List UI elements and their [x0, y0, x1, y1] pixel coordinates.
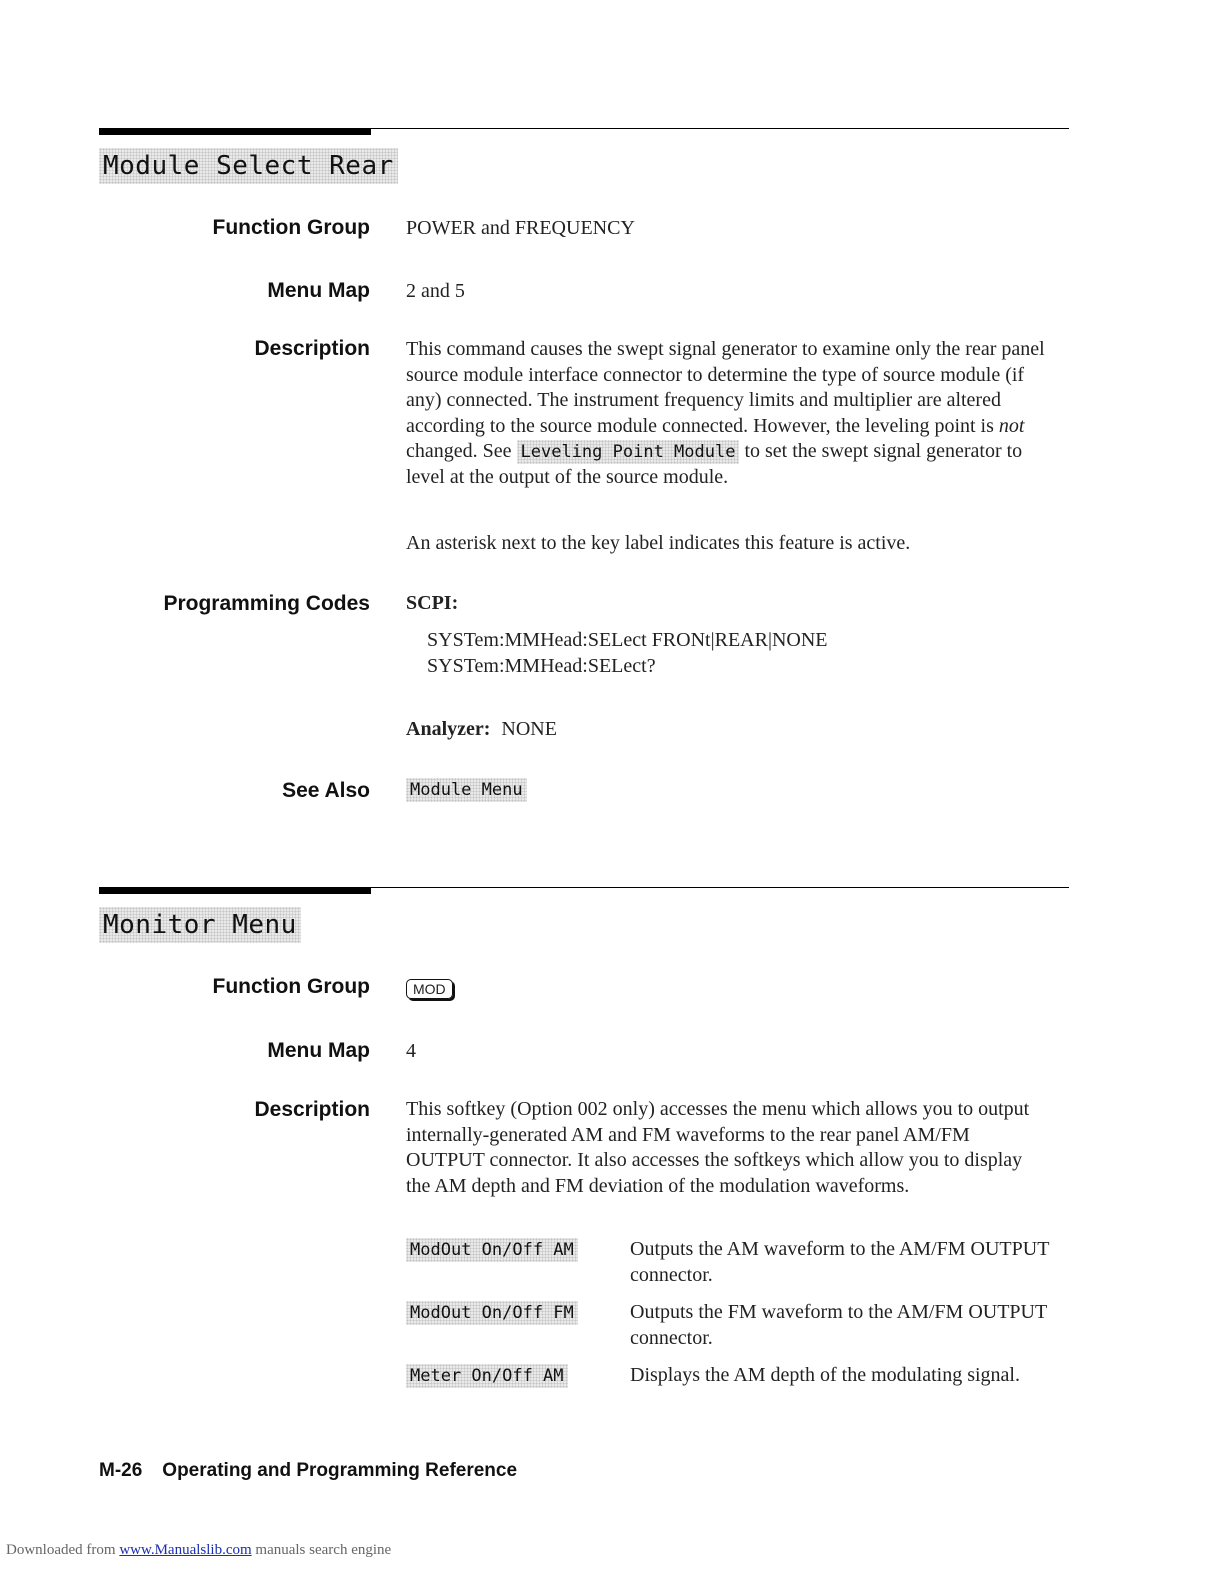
- menu-map-value: 4: [406, 1040, 416, 1062]
- softkey-meter-am[interactable]: Meter On/Off AM: [406, 1364, 568, 1388]
- scpi-command-1: SYSTem:MMHead:SELect FRONt|REAR|NONE: [427, 629, 828, 651]
- softkey-row-description: Outputs the AM waveform to the AM/FM OUTPUT connector.: [630, 1238, 1050, 1286]
- analyzer-label: Analyzer:: [406, 718, 491, 740]
- download-notice: [6, 1542, 391, 1559]
- download-prefix: Downloaded from: [6, 1542, 116, 1558]
- softkey-leveling-point-module[interactable]: Leveling Point Module: [517, 440, 740, 464]
- mod-hardkey[interactable]: MOD: [406, 979, 453, 999]
- scpi-label: SCPI:: [406, 592, 459, 614]
- menu-map-value: 2 and 5: [406, 280, 465, 302]
- analyzer-line: [406, 717, 1056, 743]
- description-text-part: This command causes the swept signal generator to examine only the rear panel source module interface connector to determine the type of source module (if any) connected. The instrument frequency limits and multiplier are altered according to the source module connected. However, the leveling point is: [406, 338, 1045, 437]
- softkey-row-description: Displays the AM depth of the modulating signal.: [630, 1364, 1020, 1386]
- description-text-part: changed. See: [406, 440, 517, 463]
- page-footer: [99, 1460, 537, 1482]
- label-programming-codes: Programming Codes: [163, 592, 370, 615]
- softkey-modout-am[interactable]: ModOut On/Off AM: [406, 1238, 578, 1262]
- section-title-monitor-menu: Monitor Menu: [99, 907, 301, 943]
- footer-title: Operating and Programming Reference: [162, 1460, 518, 1481]
- scpi-command-2: SYSTem:MMHead:SELect?: [427, 655, 656, 677]
- section-rule-thin: [371, 887, 1069, 888]
- softkey-row: [406, 1300, 1056, 1349]
- page-number: M-26: [99, 1460, 143, 1481]
- label-description: Description: [254, 337, 370, 360]
- description-emphasis: not: [998, 414, 1025, 437]
- label-function-group: Function Group: [212, 975, 370, 998]
- description-text: [406, 337, 1048, 491]
- label-menu-map: Menu Map: [267, 1039, 370, 1062]
- description-asterisk-note: An asterisk next to the key label indicates this feature is active.: [406, 532, 911, 554]
- label-see-also: See Also: [282, 779, 370, 802]
- manualslib-link[interactable]: www.Manualslib.com: [119, 1542, 252, 1558]
- description-text: This softkey (Option 002 only) accesses the menu which allows you to output internally-generated AM and FM waveforms to the rear panel AM/FM OUTPUT connector. It also accesses the softkeys which allow you to display the AM depth and FM deviation of the modulation waveforms.: [406, 1098, 1030, 1197]
- section-rule-thick: [99, 887, 371, 894]
- download-tagline: manuals search engine: [255, 1542, 392, 1558]
- label-description: Description: [254, 1098, 370, 1121]
- softkey-module-menu[interactable]: Module Menu: [406, 778, 527, 802]
- function-group-value: POWER and FREQUENCY: [406, 217, 635, 239]
- label-function-group: Function Group: [212, 216, 370, 239]
- see-also-value: [406, 777, 1056, 803]
- description-text-part: to set the swept signal generator to level at the output of the source module.: [406, 440, 1023, 488]
- label-menu-map: Menu Map: [267, 279, 370, 302]
- analyzer-value: NONE: [501, 718, 557, 740]
- softkey-row: [406, 1363, 1056, 1389]
- softkey-row-description: Outputs the FM waveform to the AM/FM OUTPUT connector.: [630, 1301, 1047, 1349]
- section-title-module-select-rear: Module Select Rear: [99, 148, 398, 184]
- softkey-modout-fm[interactable]: ModOut On/Off FM: [406, 1301, 578, 1325]
- section-rule-thin: [371, 128, 1069, 129]
- softkey-row: [406, 1237, 1056, 1286]
- section-rule-thick: [99, 128, 371, 135]
- function-group-value: [406, 976, 1056, 1002]
